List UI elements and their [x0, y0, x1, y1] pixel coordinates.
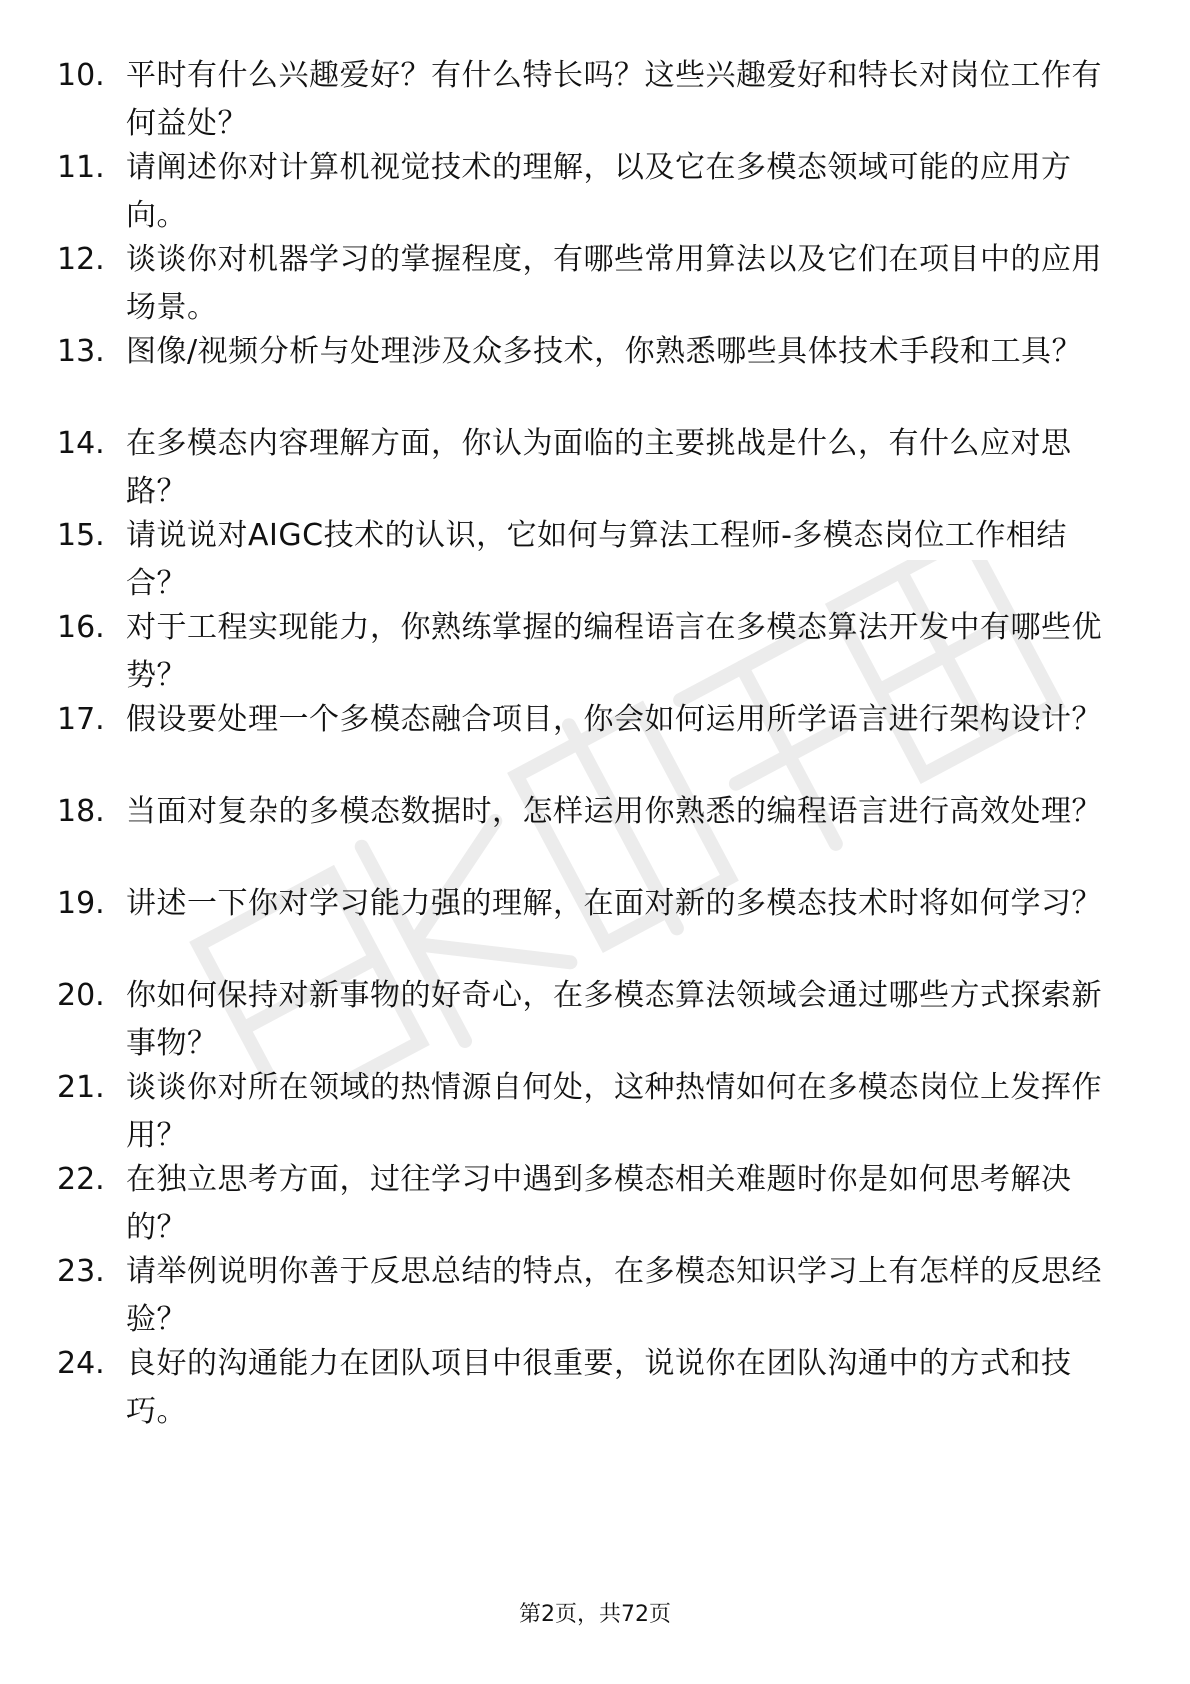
question-number: 19. [57, 886, 105, 921]
question-text: 平时有什么兴趣爱好？有什么特长吗？这些兴趣爱好和特长对岗位工作有何益处？ [126, 58, 1102, 141]
question-number: 24. [57, 1346, 105, 1381]
question-number: 20. [57, 978, 105, 1013]
question-number: 14. [57, 426, 105, 461]
question-number: 21. [57, 1070, 105, 1105]
question-number: 10. [57, 58, 105, 93]
question-text: 假设要处理一个多模态融合项目，你会如何运用所学语言进行架构设计？ [126, 702, 1102, 737]
question-number: 18. [57, 794, 105, 829]
page-number: 第2页，共72页 [519, 1602, 671, 1627]
question-text: 在独立思考方面，过往学习中遇到多模态相关难题时你是如何思考解决的？ [126, 1162, 1072, 1245]
question-text: 讲述一下你对学习能力强的理解，在面对新的多模态技术时将如何学习？ [126, 886, 1102, 921]
question-number: 22. [57, 1162, 105, 1197]
question-text: 谈谈你对机器学习的掌握程度，有哪些常用算法以及它们在项目中的应用场景。 [126, 242, 1102, 325]
question-number: 17. [57, 702, 105, 737]
question-text: 在多模态内容理解方面，你认为面临的主要挑战是什么，有什么应对思路？ [126, 426, 1072, 509]
question-text: 请举例说明你善于反思总结的特点，在多模态知识学习上有怎样的反思经验？ [126, 1254, 1102, 1337]
question-number: 13. [57, 334, 105, 369]
question-number: 23. [57, 1254, 105, 1289]
question-text: 当面对复杂的多模态数据时，怎样运用你熟悉的编程语言进行高效处理？ [126, 794, 1102, 829]
question-text: 图像/视频分析与处理涉及众多技术，你熟悉哪些具体技术手段和工具？ [126, 334, 1083, 369]
question-number: 16. [57, 610, 105, 645]
question-number: 15. [57, 518, 105, 553]
question-number: 11. [57, 150, 105, 185]
question-text: 请说说对AIGC技术的认识，它如何与算法工程师-多模态岗位工作相结合？ [126, 518, 1067, 601]
question-text: 对于工程实现能力，你熟练掌握的编程语言在多模态算法开发中有哪些优势？ [126, 610, 1102, 693]
question-text: 你如何保持对新事物的好奇心，在多模态算法领域会通过哪些方式探索新事物？ [126, 978, 1102, 1061]
question-number: 12. [57, 242, 105, 277]
question-text: 谈谈你对所在领域的热情源自何处，这种热情如何在多模态岗位上发挥作用？ [126, 1070, 1102, 1153]
question-text: 良好的沟通能力在团队项目中很重要，说说你在团队沟通中的方式和技巧。 [126, 1346, 1072, 1429]
question-text: 请阐述你对计算机视觉技术的理解，以及它在多模态领域可能的应用方向。 [126, 150, 1072, 233]
